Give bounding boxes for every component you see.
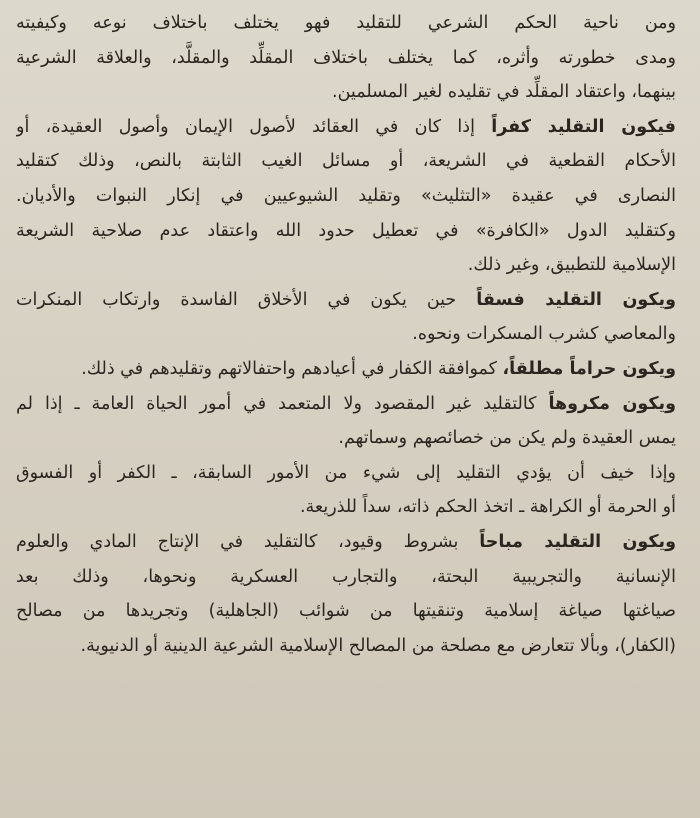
text-line [16,525,676,560]
line-text: وكتقليد الدول «الكافرة» في تعطيل حدود الله واعتقاد عدم صلاحية الشريعة [16,220,676,241]
text-line [16,283,676,318]
line-text: ومدى خطورته وأثره، كما يختلف باختلاف المقلِّد والمقلَّد، والعلاقة الشرعية [16,47,676,68]
ruling-term: ويكون مكروهاً [548,393,676,414]
text-line [16,214,676,249]
text-line [16,144,676,179]
line-text: الإسلامية للتطبيق، وغير ذلك. [467,255,676,276]
ruling-term: ويكون التقليد فسقاً [476,289,676,310]
line-text: النصارى في عقيدة «التثليث» وتقليد الشيوعيين في إنكار النبوات والأديان. [16,185,676,206]
text-line [16,352,676,387]
line-text: حين يكون في الأخلاق الفاسدة وارتكاب المنكرات [16,289,477,310]
line-text: كالتقليد غير المقصود ولا المتعمد في أمور الحياة العامة ـ إذا لم [16,393,549,414]
text-line [16,421,676,456]
ruling-term: فيكون التقليد كفراً [491,116,676,137]
line-text: بينهما، واعتقاد المقلِّد في تقليده لغير المسلمين. [332,82,676,103]
ruling-term: ويكون حراماً مطلقاً، [502,358,676,379]
line-text: أو الحرمة أو الكراهة ـ اتخذ الحكم ذاته، سداً للذريعة. [299,497,676,518]
line-text: يمس العقيدة ولم يكن من خصائصهم وسماتهم. [338,428,676,449]
line-text: والمعاصي كشرب المسكرات ونحوه. [412,324,676,345]
line-text: إذا كان في العقائد لأصول الإيمان وأصول العقيدة، أو [16,116,492,137]
text-line [16,179,676,214]
line-text: (الكفار)، وبألا تتعارض مع مصلحة من المصالح الإسلامية الشرعية الدينية أو الدنيوية. [80,635,676,656]
line-text: وإذا خيف أن يؤدي التقليد إلى شيء من الأمور السابقة، ـ الكفر أو الفسوق [16,462,676,483]
text-line [16,41,676,76]
text-line [16,317,676,352]
text-line [16,629,676,664]
text-line [16,6,676,41]
line-text: ومن ناحية الحكم الشرعي للتقليد فهو يختلف باختلاف نوعه وكيفيته [16,13,676,33]
line-text: الأحكام القطعية في الشريعة، أو مسائل الغيب الثابتة بالنص، وذلك كتقليد [16,151,676,172]
text-line [16,490,676,525]
ruling-term: ويكون التقليد مباحاً [479,531,676,552]
text-line [16,560,676,595]
text-line [16,594,676,629]
text-line [16,387,676,422]
text-line [16,75,676,110]
line-text: كموافقة الكفار في أعيادهم واحتفالاتهم وتقليدهم في ذلك. [81,358,503,379]
line-text: صياغتها صياغة إسلامية وتنقيتها من شوائب (الجاهلية) وتجريدها من مصالح [16,601,676,622]
line-text: الإنسانية والتجريبية البحتة، والتجارب العسكرية ونحوها، وذلك بعد [16,566,676,587]
text-line [16,110,676,145]
body-text [16,6,676,663]
text-line [16,248,676,283]
text-line [16,456,676,491]
line-text: بشروط وقيود، كالتقليد في الإنتاج المادي والعلوم [16,531,480,552]
